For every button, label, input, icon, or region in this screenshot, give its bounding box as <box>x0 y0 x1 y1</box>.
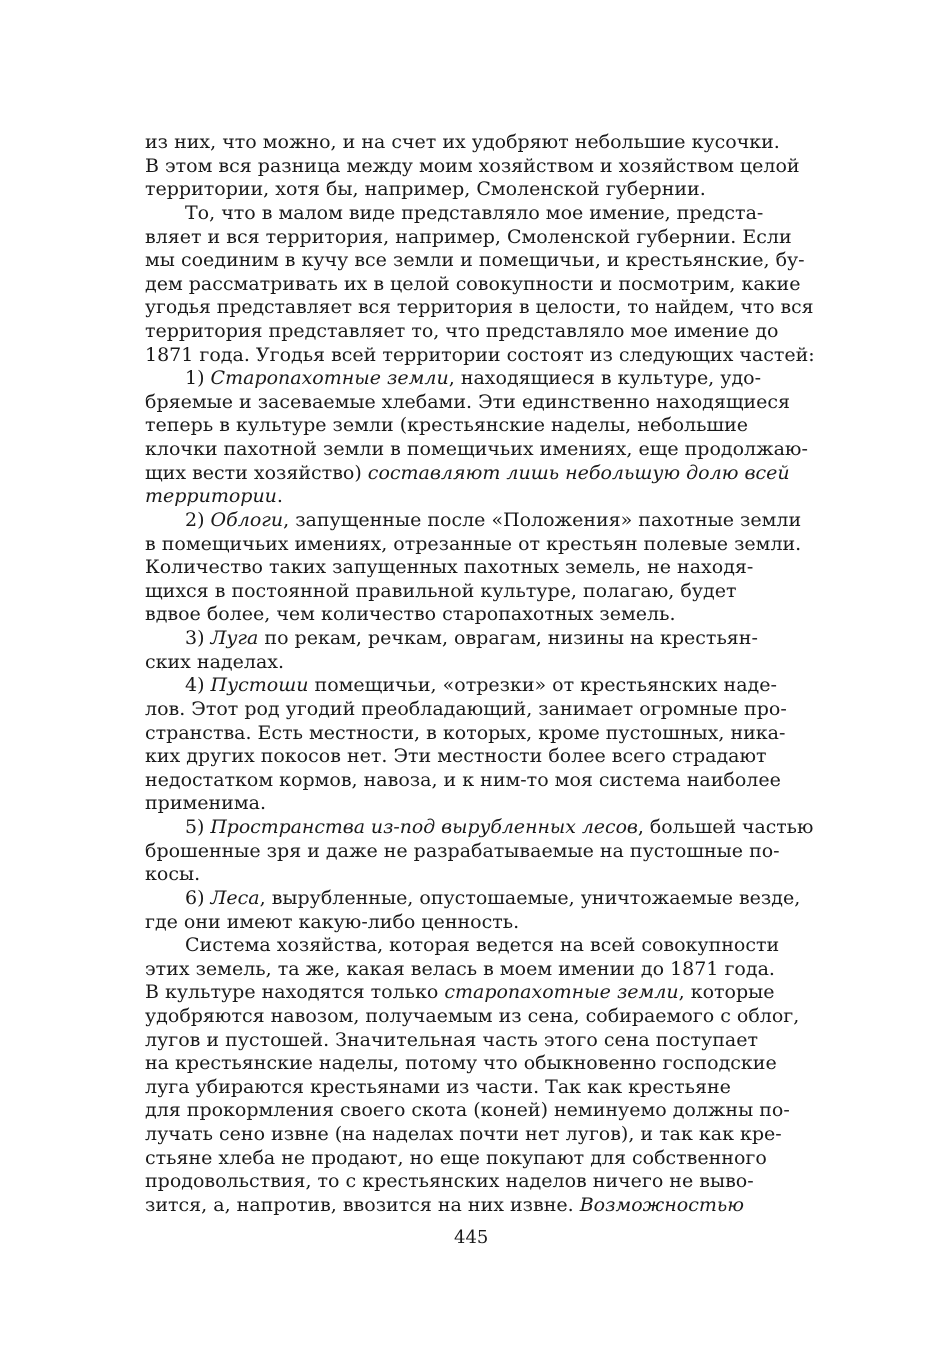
italic-text: территории <box>145 485 277 508</box>
text-line <box>145 745 817 768</box>
text-run: из них, что можно, и на счет их удобряют небольшие кусочки. <box>145 131 780 153</box>
text-line <box>185 202 817 225</box>
italic-text: Луга <box>210 627 259 649</box>
text-run: , запущенные после «Положения» пахотные земли <box>283 508 802 531</box>
text-line <box>145 1052 817 1075</box>
text-run: на крестьянские наделы, потому что обыкновенно господские <box>145 1052 777 1075</box>
text-run: , которые <box>678 981 775 1004</box>
text-line <box>185 816 817 839</box>
text-line <box>145 438 817 461</box>
text-run: вдвое более, чем количество старопахотных земель. <box>145 603 676 626</box>
text-run: дем рассматривать их в целой совокупности и посмотрим, какие <box>145 272 801 295</box>
text-run: ских наделах. <box>145 650 285 673</box>
text-run: брошенные зря и даже не разрабатываемые на пустошные по- <box>145 839 780 862</box>
text-run: странства. Есть местности, в которых, кроме пустошных, ника- <box>145 721 786 744</box>
text-line <box>145 651 817 674</box>
text-run: косы. <box>145 863 201 886</box>
text-run: 1) <box>185 367 211 390</box>
text-line <box>145 296 817 319</box>
text-run: территории, хотя бы, например, Смоленской губернии. <box>145 178 706 201</box>
text-line <box>145 462 817 485</box>
text-run: территория представляет то, что представляло мое имение до <box>145 320 779 342</box>
text-line <box>145 556 817 579</box>
text-line <box>145 155 817 178</box>
text-line <box>145 722 817 745</box>
text-run: клочки пахотной земли в помещичьих имениях, еще продолжаю- <box>145 438 808 461</box>
text-line <box>145 863 817 886</box>
text-run: , большей частью <box>637 817 814 838</box>
text-line <box>145 485 817 508</box>
text-run: лучать сено извне (на наделах почти нет лугов), и так как кре- <box>145 1123 782 1145</box>
text-run: 4) <box>185 674 211 697</box>
text-run: применима. <box>145 792 266 815</box>
text-line <box>145 840 817 863</box>
text-line <box>145 226 817 249</box>
text-line <box>145 698 817 721</box>
italic-text: Старопахотные земли <box>210 367 449 390</box>
text-run: мы соединим в кучу все земли и помещичьи, и крестьянские, бу- <box>145 249 805 272</box>
text-line <box>145 911 817 934</box>
text-run: щих вести хозяйство) <box>145 461 368 484</box>
text-run: В этом вся разница между моим хозяйством и хозяйством целой <box>145 154 800 177</box>
text-run: продовольствия, то с крестьянских наделов ничего не выво- <box>145 1170 754 1193</box>
text-run: Количество таких запущенных пахотных земель, не находя- <box>145 556 754 579</box>
text-line <box>145 1194 817 1217</box>
text-line <box>185 887 817 910</box>
text-run: , вырубленные, опустошаемые, уничтожаемые везде, <box>259 886 801 909</box>
text-line <box>145 131 817 154</box>
text-line <box>145 958 817 981</box>
text-run: , находящиеся в культуре, удо- <box>448 367 762 390</box>
text-line <box>145 1099 817 1122</box>
text-line <box>145 320 817 343</box>
text-line <box>185 674 817 697</box>
text-run: для прокормления своего скота (коней) неминуемо должны по- <box>145 1099 790 1122</box>
italic-text: старопахотные земли <box>444 981 679 1004</box>
text-run: зится, а, напротив, ввозится на них извне. <box>145 1193 580 1216</box>
text-line <box>145 1076 817 1099</box>
italic-text: Леса <box>210 886 260 909</box>
text-run: стьяне хлеба не продают, но еще покупают для собственного <box>145 1146 767 1169</box>
text-run: бряемые и засеваемые хлебами. Эти единственно находящиеся <box>145 390 791 413</box>
text-run: угодья представляет вся территория в целости, то найдем, что вся <box>145 297 814 319</box>
text-run: 6) <box>185 886 211 909</box>
text-run: где они имеют какую-либо ценность. <box>145 910 520 933</box>
page-number: 445 <box>454 1227 489 1248</box>
text-run: в помещичьих имениях, отрезанные от крестьян полевые земли. <box>145 532 802 555</box>
text-line <box>145 391 817 414</box>
text-run: 3) <box>185 627 211 649</box>
text-run: В культуре находятся только <box>145 981 445 1004</box>
text-line <box>145 414 817 437</box>
text-line <box>185 509 817 532</box>
text-run: 1871 года. Угодья всей территории состоят из следующих частей: <box>145 343 815 366</box>
text-line <box>145 603 817 626</box>
text-run: 2) <box>185 508 211 531</box>
text-run: Система хозяйства, которая ведется на всей совокупности <box>185 934 780 957</box>
text-run: недостатком кормов, навоза, и к ним-то моя система наиболее <box>145 768 781 791</box>
text-run: То, что в малом виде представляло мое имение, предста- <box>185 201 764 224</box>
text-run: лугов и пустошей. Значительная часть этого сена поступает <box>145 1028 758 1051</box>
text-run: . <box>276 485 283 508</box>
text-run: по рекам, речкам, оврагам, низины на крестьян- <box>258 627 758 649</box>
text-line <box>145 178 817 201</box>
italic-text: составляют лишь небольшую долю всей <box>367 461 790 484</box>
text-line <box>145 344 817 367</box>
text-line <box>145 769 817 792</box>
text-run: этих земель, та же, какая велась в моем имении до 1871 года. <box>145 957 775 980</box>
text-run: удобряются навозом, получаемым из сена, собираемого с облог, <box>145 1004 800 1027</box>
text-line <box>145 1147 817 1170</box>
text-run: вляет и вся территория, например, Смоленской губернии. Если <box>145 225 792 248</box>
text-line <box>145 273 817 296</box>
italic-text: Пустоши <box>210 674 309 697</box>
text-run: теперь в культуре земли (крестьянские наделы, небольшие <box>145 414 748 437</box>
italic-text: Возможностью <box>579 1193 744 1216</box>
text-line <box>145 981 817 1004</box>
text-run: помещичьи, «отрезки» от крестьянских наде- <box>308 674 777 697</box>
italic-text: Облоги <box>210 508 284 531</box>
text-line <box>145 580 817 603</box>
text-run: ких других покосов нет. Эти местности более всего страдают <box>145 745 767 768</box>
text-run: щихся в постоянной правильной культуре, полагаю, будет <box>145 579 737 602</box>
text-run: луга убираются крестьянами из части. Так как крестьяне <box>145 1075 731 1098</box>
text-line <box>145 792 817 815</box>
text-line <box>145 249 817 272</box>
text-line <box>185 934 817 957</box>
text-run: 5) <box>185 817 211 838</box>
text-line <box>145 1029 817 1052</box>
italic-text: Пространства из-под вырубленных лесов <box>210 817 638 838</box>
text-line <box>145 1123 817 1146</box>
text-line <box>185 367 817 390</box>
text-line <box>145 533 817 556</box>
text-line <box>145 1005 817 1028</box>
text-line <box>185 627 817 650</box>
text-line <box>145 1170 817 1193</box>
text-run: лов. Этот род угодий преобладающий, занимает огромные про- <box>145 697 787 720</box>
